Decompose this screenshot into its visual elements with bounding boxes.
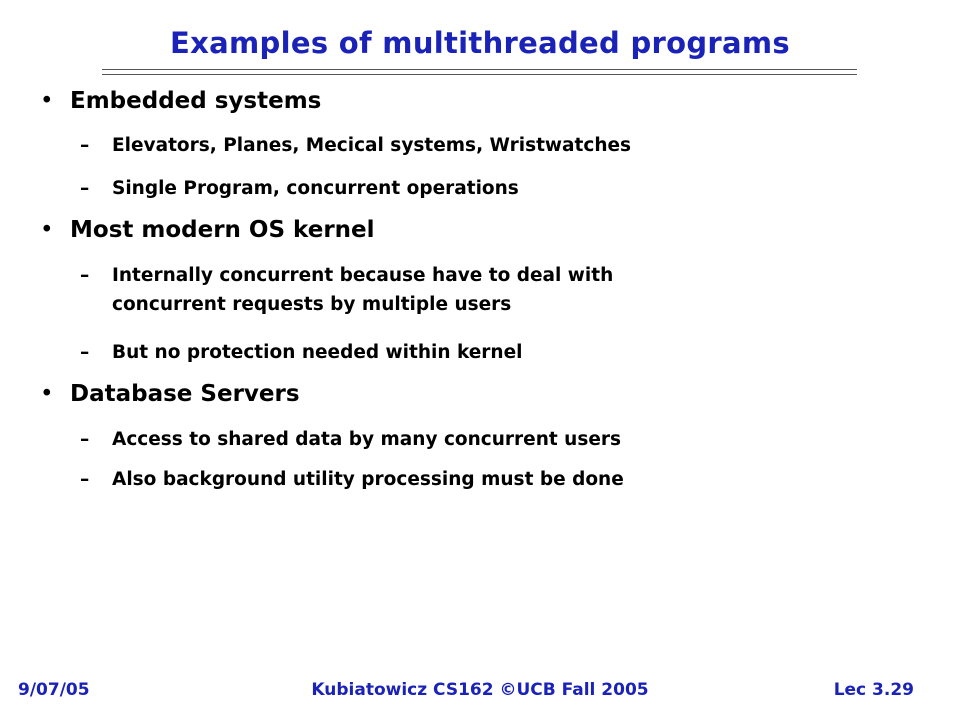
bullet-text: Most modern OS kernel xyxy=(70,217,375,243)
sub-bullet-text: Access to shared data by many concurrent users xyxy=(112,429,622,450)
sub-bullet xyxy=(80,465,624,494)
sub-bullet xyxy=(80,338,523,367)
sub-bullet xyxy=(80,425,621,454)
dash-icon: – xyxy=(80,135,90,156)
footer-page-number: Lec 3.29 xyxy=(833,680,914,700)
bullet-text: Database Servers xyxy=(70,381,300,407)
dash-icon: – xyxy=(80,178,90,199)
sub-bullet-text: Internally concurrent because have to deal with xyxy=(112,265,614,286)
bullet-text: Embedded systems xyxy=(70,88,322,114)
sub-bullet-text: But no protection needed within kernel xyxy=(112,342,523,363)
sub-bullet xyxy=(80,261,613,319)
bullet-icon: • xyxy=(40,217,54,243)
sub-bullet xyxy=(80,174,519,203)
bullet-icon: • xyxy=(40,88,54,114)
footer-course: Kubiatowicz CS162 ©UCB Fall 2005 xyxy=(311,680,649,700)
dash-icon: – xyxy=(80,342,90,363)
bullet-icon: • xyxy=(40,381,54,407)
bullet-embedded-systems xyxy=(40,88,321,114)
dash-icon: – xyxy=(80,429,90,450)
slide-title: Examples of multithreaded programs xyxy=(170,26,790,60)
footer-date: 9/07/05 xyxy=(18,680,90,700)
sub-bullet-text: Also background utility processing must be done xyxy=(112,469,624,490)
dash-icon: – xyxy=(80,469,90,490)
bullet-database-servers xyxy=(40,381,300,407)
sub-bullet-text-continued: concurrent requests by multiple users xyxy=(112,294,512,315)
bullet-os-kernel xyxy=(40,217,375,243)
sub-bullet-text: Elevators, Planes, Mecical systems, Wristwatches xyxy=(112,135,632,156)
sub-bullet-text: Single Program, concurrent operations xyxy=(112,178,519,199)
sub-bullet xyxy=(80,131,631,160)
dash-icon: – xyxy=(80,265,90,286)
